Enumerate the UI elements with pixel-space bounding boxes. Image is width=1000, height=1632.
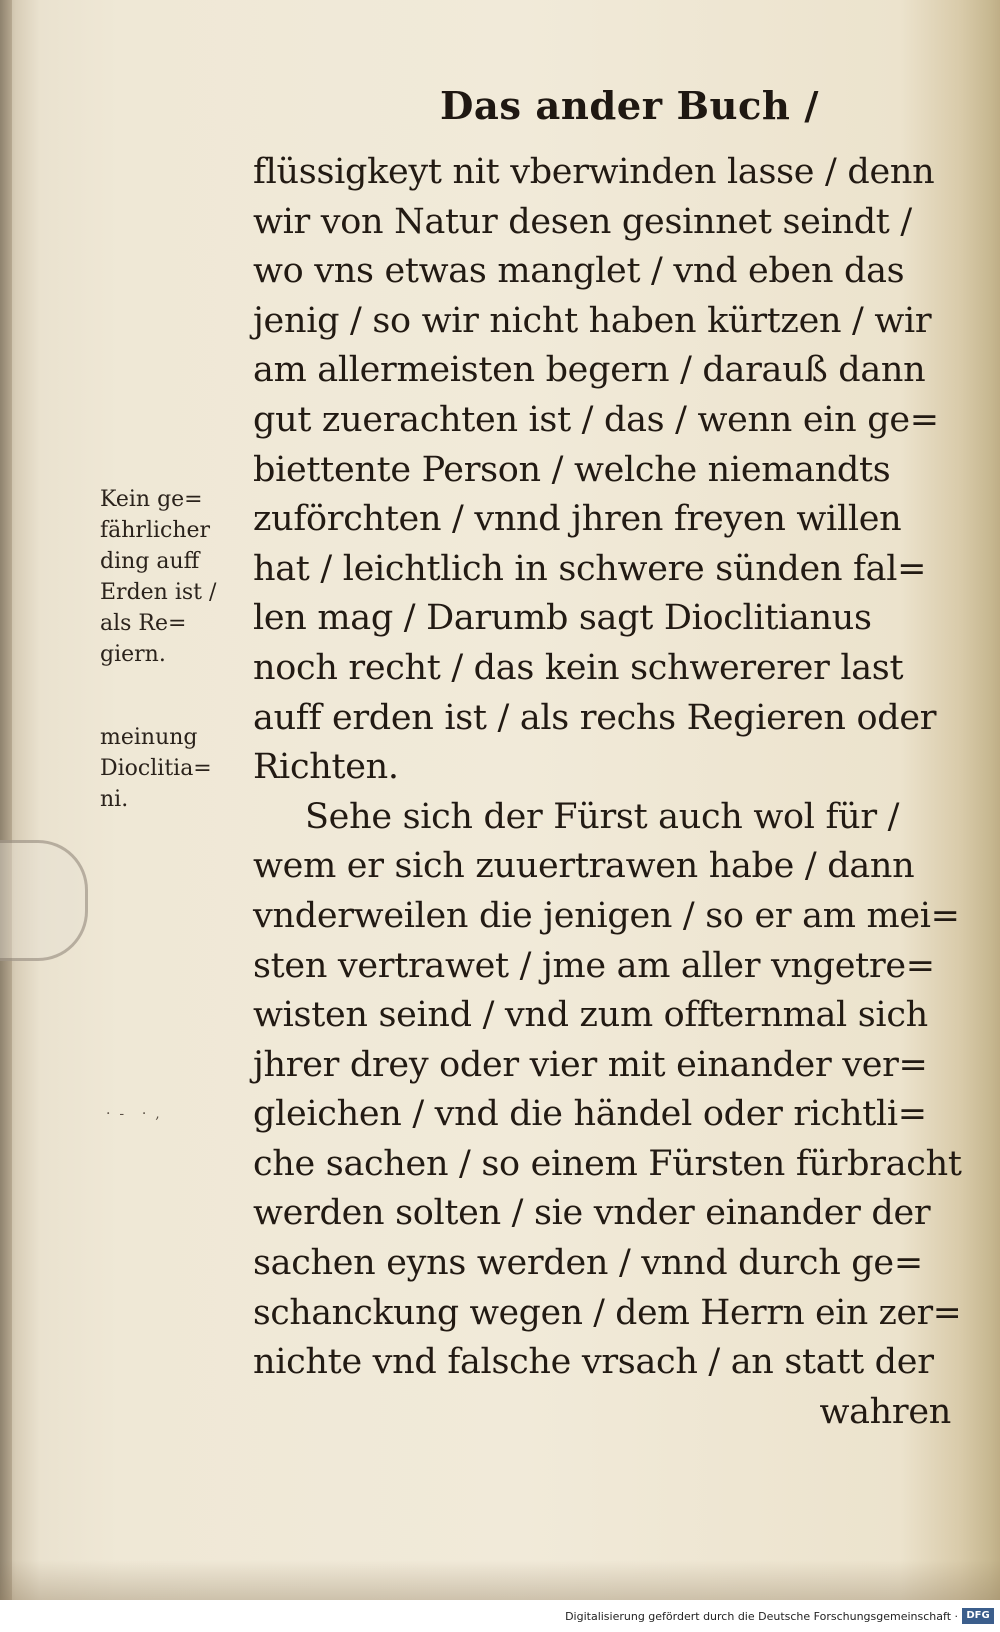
margin-note-line: ding auff — [100, 549, 200, 574]
margin-note-line: Kein ge= — [100, 487, 203, 512]
footer-credit: Digitalisierung gefördert durch die Deutsche Forschungsgemeinschaft · — [565, 1610, 958, 1623]
margin-note-line: als Re= — [100, 611, 187, 636]
margin-note-line: giern. — [100, 642, 166, 667]
text-line: jenig / so wir nicht haben kürtzen / wir — [253, 300, 932, 341]
text-line: che sachen / so einem Fürsten fürbracht — [253, 1143, 962, 1184]
text-line: sten vertrawet / jme am aller vngetre= — [253, 945, 935, 986]
page-edge-bottom — [0, 1560, 1000, 1600]
margin-note-line: Erden ist / — [100, 580, 217, 605]
text-line: gut zuerachten ist / das / wenn ein ge= — [253, 399, 939, 440]
text-line: wem er sich zuuertrawen habe / dann — [253, 846, 915, 887]
text-line: len mag / Darumb sagt Dioclitianus — [253, 598, 872, 639]
ink-specks: · - · , — [106, 1106, 160, 1122]
text-line: gleichen / vnd die händel oder richtli= — [253, 1094, 927, 1135]
text-line: biettente Person / welche niemandts — [253, 449, 891, 490]
dfg-logo: DFG — [962, 1608, 994, 1624]
text-line: Richten. — [253, 747, 399, 788]
text-line: am allermeisten begern / darauß dann — [253, 350, 926, 391]
text-line: wo vns etwas manglet / vnd eben das — [253, 251, 905, 292]
text-line: wir von Natur desen gesinnet seindt / — [253, 201, 912, 242]
text-line: sachen eyns werden / vnnd durch ge= — [253, 1243, 923, 1284]
page-clip — [0, 840, 88, 961]
margin-note-line: fährlicher — [100, 518, 211, 543]
text-line: jhrer drey oder vier mit einander ver= — [253, 1044, 928, 1085]
catchword: wahren — [819, 1391, 951, 1432]
margin-notes — [100, 484, 245, 815]
footer-bar — [0, 1600, 1000, 1632]
page-edge-left — [0, 0, 12, 1600]
body-text — [253, 148, 963, 1437]
text-line: auff erden ist / als rechs Regieren oder — [253, 697, 937, 738]
text-line: werden solten / sie vnder einander der — [253, 1193, 931, 1234]
text-line: hat / leichtlich in schwere sünden fal= — [253, 548, 927, 589]
margin-note-line: Dioclitia= — [100, 756, 212, 781]
running-header: Das ander Buch / — [440, 84, 819, 129]
text-line: nichte vnd falsche vrsach / an statt der — [253, 1342, 934, 1383]
text-line: vnderweilen die jenigen / so er am mei= — [253, 895, 960, 936]
text-line: noch recht / das kein schwererer last — [253, 647, 904, 688]
margin-note-line: meinung — [100, 725, 198, 750]
text-line: wisten seind / vnd zum offternmal sich — [253, 995, 928, 1036]
text-line: schanckung wegen / dem Herrn ein zer= — [253, 1292, 962, 1333]
text-line: zuförchten / vnnd jhren freyen willen — [253, 499, 902, 540]
text-line: flüssigkeyt nit vberwinden lasse / denn — [253, 152, 935, 192]
margin-note-line: ni. — [100, 787, 129, 812]
text-line: Sehe sich der Fürst auch wol für / — [305, 796, 900, 837]
